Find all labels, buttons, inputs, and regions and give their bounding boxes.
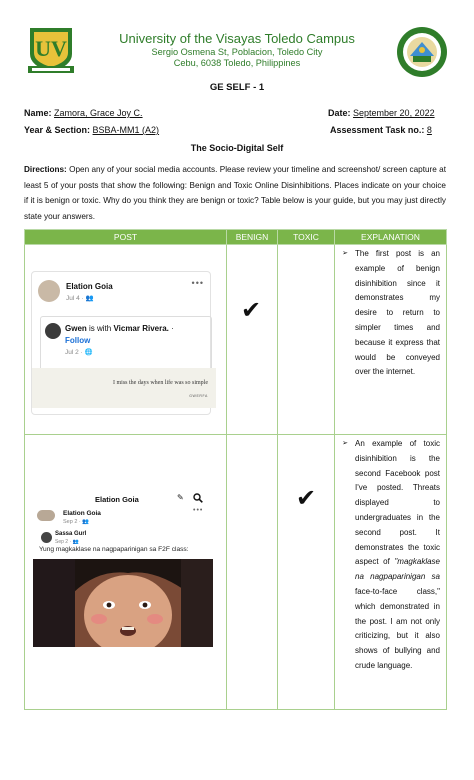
shared-meta — [55, 539, 79, 545]
bullet-icon: ➢ — [342, 250, 348, 257]
shared-header — [65, 324, 174, 333]
section-label: Year & Section: — [24, 125, 91, 135]
explanation-quote: "magkaklase na nagpaparinigan sa — [355, 557, 440, 582]
address-line-2: Cebu, 6038 Toledo, Philippines — [173, 58, 301, 68]
date-label: Date: — [328, 108, 351, 118]
header-toxic: TOXIC — [278, 230, 335, 245]
task-label: Assessment Task no.: — [330, 125, 425, 135]
facebook-post-card — [31, 271, 211, 415]
name-field — [24, 108, 143, 118]
post-caption: Yung magkaklase na nagpaparinigan sa F2F class: — [39, 546, 189, 553]
date-field — [328, 108, 435, 118]
explanation-text: The first post is an example of benign disinhibition since it demonstrates my desire to return to simpler times and because it express that would be conveyed over the internet. — [355, 249, 440, 377]
section-value: BSBA-MM1 (A2) — [92, 125, 160, 135]
quote-credit: GWERFA — [189, 394, 208, 398]
task-field — [330, 125, 432, 135]
tagged-friend: Vicmar Rivera. — [113, 324, 169, 333]
posts-table — [24, 229, 447, 710]
explanation-cell — [335, 435, 447, 710]
shared-post — [40, 316, 212, 374]
profile-name: Elation Goia — [95, 495, 139, 504]
post-date: Jul 4 · — [66, 295, 86, 302]
more-options-icon[interactable]: ••• — [191, 278, 204, 288]
document-title: GE SELF - 1 — [209, 82, 265, 93]
avatar — [38, 280, 60, 302]
check-mark-icon: ✔ — [296, 485, 317, 512]
quote-image — [32, 368, 216, 408]
shared-author: Sassa Gurl — [55, 531, 87, 537]
quote-text: I miss the days when life was so simple — [113, 380, 208, 386]
toxic-cell — [278, 245, 335, 435]
facebook-post-card — [31, 491, 215, 647]
explanation-text — [355, 437, 440, 674]
friends-icon: 👥 — [82, 519, 90, 525]
post-date: Sep 2 · — [63, 519, 83, 525]
post-author: Elation Goia — [66, 282, 113, 291]
address-line-1: Sergio Osmena St, Poblacion, Toledo City — [151, 47, 323, 57]
check-mark-icon: ✔ — [241, 297, 262, 324]
directions-label: Directions: — [24, 165, 67, 174]
friends-icon: 👥 — [85, 295, 94, 302]
name-label: Name: — [24, 108, 52, 118]
task-value: 8 — [426, 125, 432, 135]
post-meta — [63, 519, 89, 525]
post-cell — [25, 245, 227, 435]
name-value: Zamora, Grace Joy C. — [54, 108, 143, 118]
follow-link[interactable]: Follow — [65, 336, 91, 345]
shared-avatar — [41, 532, 52, 543]
header-post: POST — [25, 230, 227, 245]
post-cell — [25, 435, 227, 710]
svg-text:UV: UV — [35, 36, 67, 61]
directions-text: Open any of your social media accounts. Please review your timeline and screenshot/ screen capture at least 5 of your posts that show the following: Benign and Toxic Online Disinhibitions. Places indicate on your choice if it is benign or toxic. Why do you think they are benign or toxic? Table below is your guide, but you may just directly state your answers. — [24, 165, 446, 221]
table-row — [25, 245, 447, 435]
explanation-text-part1: An example of toxic disinhibition is the second Facebook post I've posted. Threats displayed to undergraduates in the second post. It demonstrates the toxic aspect of — [355, 439, 440, 567]
shared-is-with: is with — [86, 324, 114, 333]
shared-avatar — [45, 323, 61, 339]
directions — [24, 162, 446, 224]
section-field — [24, 125, 159, 135]
avatar — [37, 510, 55, 521]
explanation-cell — [335, 245, 447, 435]
post-author: Elation Goia — [63, 510, 101, 517]
friends-icon: 👥 — [72, 539, 79, 545]
university-name: University of the Visayas Toledo Campus — [119, 31, 355, 46]
benign-cell — [227, 245, 278, 435]
explanation-text-part2: face-to-face class," which demonstrated in the post. I am not only criticizing, but it also shows of bullying and crude language. — [355, 586, 440, 670]
shared-date: Sep 2 · — [55, 539, 73, 545]
date-value: September 20, 2022 — [353, 108, 435, 118]
section-title: The Socio-Digital Self — [190, 143, 284, 153]
post-photo — [33, 559, 213, 647]
table-header-row — [25, 230, 447, 245]
globe-icon: 🌐 — [84, 349, 93, 356]
toxic-cell — [278, 435, 335, 710]
header-benign: BENIGN — [227, 230, 278, 245]
shared-dot: · — [168, 324, 174, 333]
header-explanation: EXPLANATION — [335, 230, 447, 245]
shared-meta — [65, 348, 93, 356]
more-options-icon[interactable]: ••• — [193, 507, 204, 514]
search-icon[interactable] — [193, 493, 203, 505]
explanation — [335, 435, 446, 674]
shared-author: Gwen — [65, 324, 87, 333]
bullet-icon: ➢ — [342, 440, 348, 447]
edit-icon[interactable]: ✎ — [177, 493, 184, 502]
table-row — [25, 435, 447, 710]
post-meta — [66, 294, 94, 302]
shared-date: Jul 2 · — [65, 349, 85, 356]
benign-cell — [227, 435, 278, 710]
explanation — [335, 245, 446, 380]
